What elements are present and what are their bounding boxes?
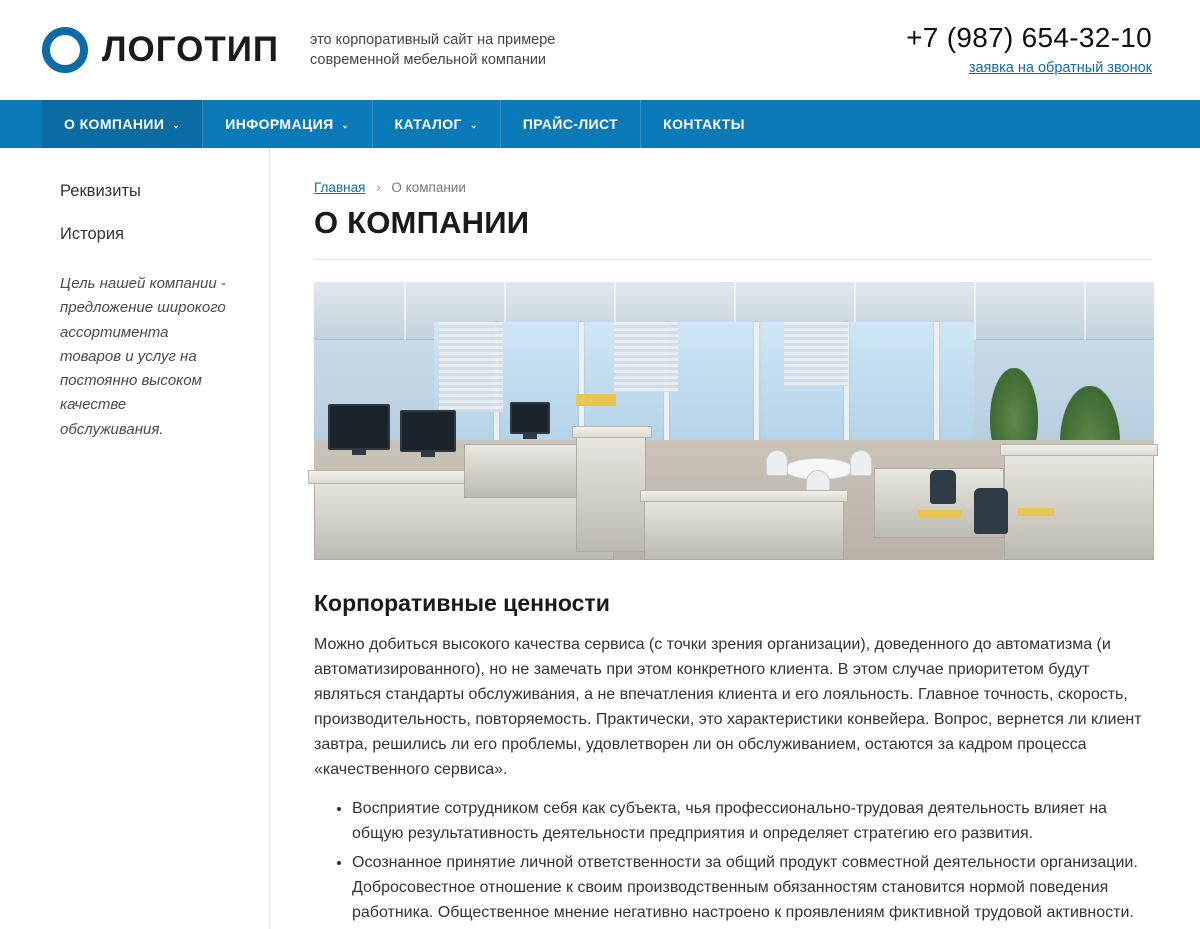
logo-text: ЛОГОТИП [102, 30, 280, 69]
chevron-down-icon: ⌄ [469, 119, 478, 130]
breadcrumb [314, 180, 1152, 195]
phone-number[interactable]: +7 (987) 654-32-10 [906, 22, 1152, 54]
sidebar-quote: Цель нашей компании - предложение широкого ассортимента товаров и услуг на постоянно высоком качестве обслуживания. [60, 275, 226, 438]
nav-item-price-list[interactable] [501, 100, 641, 148]
sidebar-item-requisites[interactable]: Реквизиты [60, 182, 141, 200]
site-tagline: это корпоративный сайт на примере современной мебельной компании [310, 32, 556, 68]
nav-item-label: О КОМПАНИИ [64, 116, 165, 132]
main-navigation [0, 100, 1200, 148]
nav-item-contacts[interactable] [641, 100, 767, 148]
list-item: • Осознанное принятие личной ответственности за общий продукт совместной деятельности организации. Добросовестное отношение к своим производственным обязанностям становится нормой поведения работника. Общественное мнение негативно настроено к проявлениям фиктивной трудовой активности. [352, 851, 1152, 926]
office-interior-photo [314, 282, 1154, 560]
chevron-down-icon: ⌄ [172, 119, 181, 130]
list-item: • Восприятие сотрудником себя как субъекта, чья профессионально-трудовая деятельность влияет на общую результативность деятельности предприятия и определяет стратегию его развития. [352, 797, 1152, 847]
nav-item-about[interactable] [42, 100, 203, 148]
sidebar [0, 148, 270, 929]
sidebar-item-history[interactable]: История [60, 225, 124, 243]
breadcrumb-current: О компании [391, 180, 466, 195]
nav-item-catalog[interactable] [373, 100, 501, 148]
values-list [314, 797, 1152, 926]
nav-item-label: КАТАЛОГ [394, 116, 462, 132]
intro-paragraph: Можно добиться высокого качества сервиса (с точки зрения организации), доведенного до автоматизма (и автоматизированного), но не замечать при этом конкретного клиента. В этом случае приоритетом будут являться стандарты обслуживания, а не впечатления клиента и его лояльность. Главное точность, скорость, производительность, повторяемость. Практически, это характеристики конвейера. Вопрос, вернется ли клиент завтра, решились ли его проблемы, удовлетворен ли он обслуживанием, остаются за кадром процесса «качественного сервиса». [314, 636, 1142, 778]
title-divider [314, 259, 1152, 260]
chevron-down-icon: ⌄ [341, 119, 350, 130]
logo[interactable] [42, 27, 310, 73]
main-content [270, 148, 1200, 929]
nav-item-label: ПРАЙС-ЛИСТ [522, 116, 619, 132]
circle-logo-icon [42, 27, 88, 73]
page-title: О КОМПАНИИ [314, 205, 530, 240]
page-body [0, 148, 1200, 929]
nav-item-label: КОНТАКТЫ [663, 116, 745, 132]
section-title: Корпоративные ценности [314, 590, 610, 616]
breadcrumb-home-link[interactable]: Главная [314, 180, 366, 195]
callback-request-link[interactable]: заявка на обратный звонок [968, 59, 1152, 76]
breadcrumb-separator-icon: › [376, 180, 381, 195]
nav-item-information[interactable] [203, 100, 372, 148]
header-contacts [906, 23, 1152, 77]
nav-item-label: ИНФОРМАЦИЯ [225, 116, 334, 132]
site-header [0, 0, 1200, 100]
